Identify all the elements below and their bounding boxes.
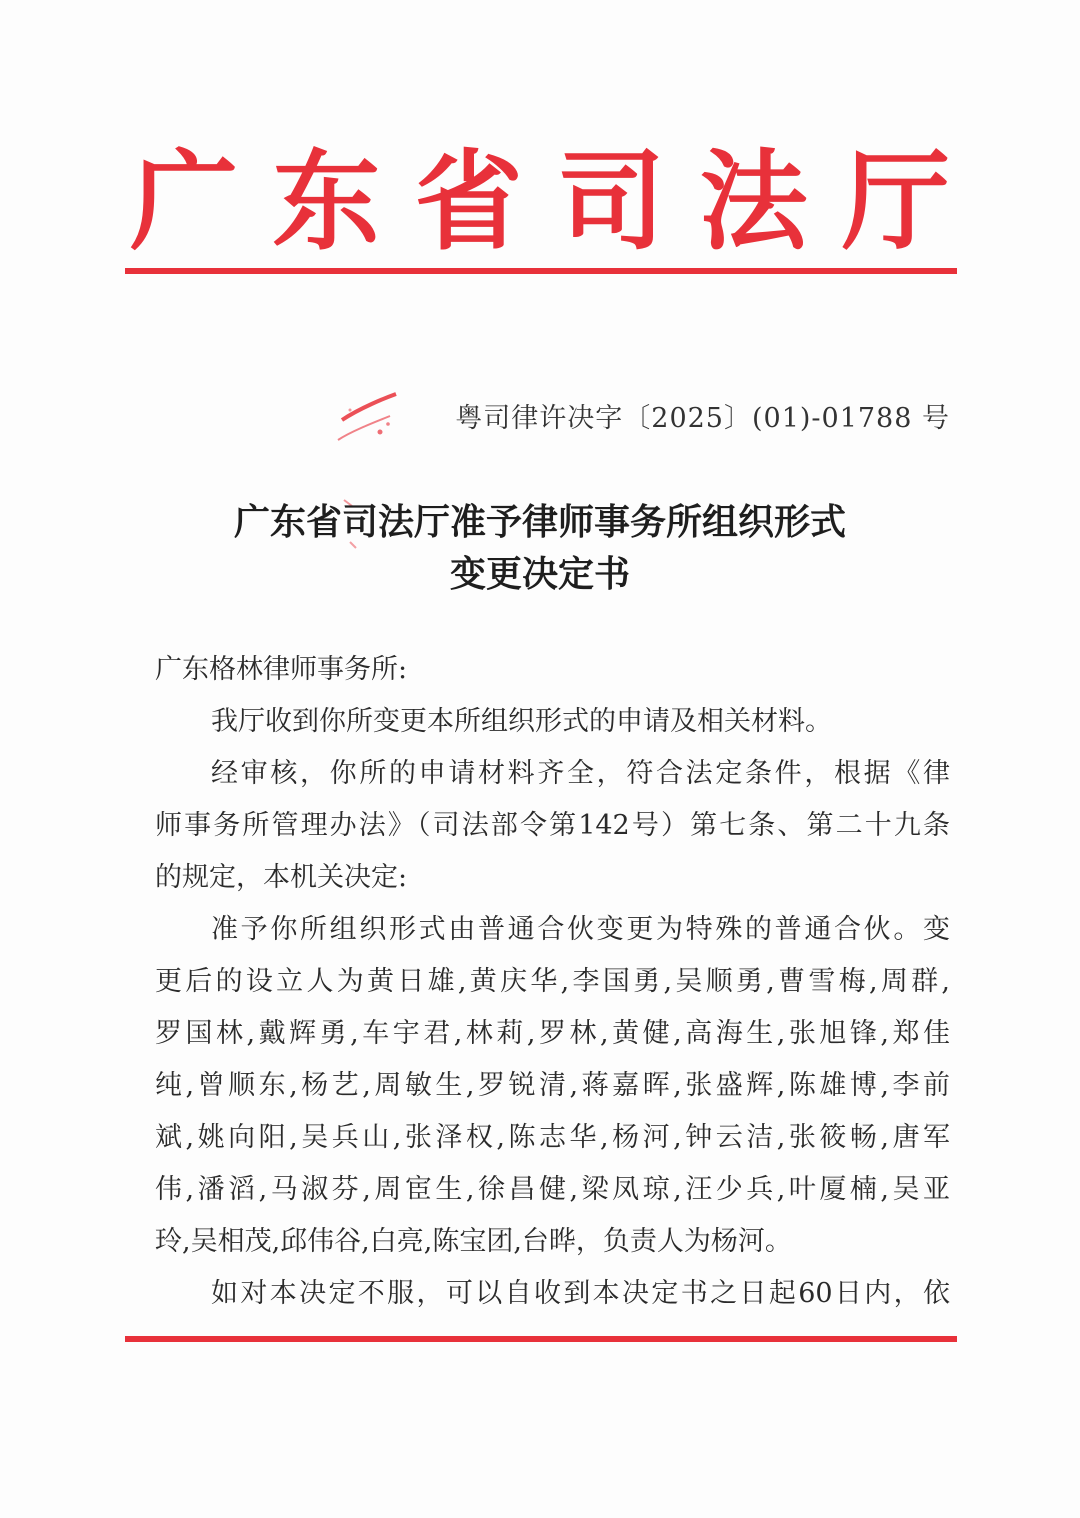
letterhead-char: 法: [699, 139, 808, 265]
document-title-line-2: 变更决定书: [449, 553, 630, 595]
letterhead-char: 广: [129, 139, 238, 265]
body-line: 玲,吴相茂,邱伟谷,白亮,陈宝团,台晔，负责人为杨河。: [155, 1226, 792, 1257]
body-line: 师事务所管理办法》（司法部令第142号）第七条、第二十九条: [155, 810, 950, 841]
body-line: 我厅收到你所变更本所组织形式的申请及相关材料。: [211, 706, 832, 737]
body-line: 经审核，你所的申请材料齐全，符合法定条件，根据《律: [211, 758, 950, 789]
document-body: [155, 644, 950, 1324]
body-line: 纯,曾顺东,杨艺,周敏生,罗锐清,蒋嘉晖,张盛辉,陈雄博,李前: [155, 1070, 950, 1101]
document-title-line-1: 广东省司法厅准予律师事务所组织形式: [233, 501, 846, 543]
body-line: 斌,姚向阳,吴兵山,张泽权,陈志华,杨河,钟云洁,张筱畅,唐军: [155, 1122, 950, 1153]
document-number: 粤司律许决字〔2025〕(01)-01788 号: [455, 403, 950, 434]
body-line: 更后的设立人为黄日雄,黄庆华,李国勇,吴顺勇,曹雪梅,周群,: [155, 966, 950, 997]
body-line: 如对本决定不服，可以自收到本决定书之日起60日内，依: [211, 1278, 950, 1309]
letterhead-char: 厅: [841, 139, 950, 265]
letterhead-char: 省: [414, 139, 523, 265]
letterhead-divider-bottom: [125, 1336, 957, 1342]
addressee: 广东格林律师事务所:: [155, 654, 408, 685]
body-line: 准予你所组织形式由普通合伙变更为特殊的普通合伙。变: [211, 914, 950, 945]
body-line: 罗国林,戴辉勇,车宇君,林莉,罗林,黄健,高海生,张旭锋,郑佳: [155, 1018, 950, 1049]
letterhead-char: 司: [557, 139, 666, 265]
letterhead-char: 东: [272, 139, 381, 265]
letterhead-title: [125, 140, 955, 265]
body-line: 伟,潘滔,马淑芬,周宦生,徐昌健,梁凤琼,汪少兵,叶厦楠,吴亚: [155, 1174, 950, 1205]
body-line: 的规定，本机关决定:: [155, 862, 408, 893]
letterhead-divider-top: [125, 268, 957, 274]
